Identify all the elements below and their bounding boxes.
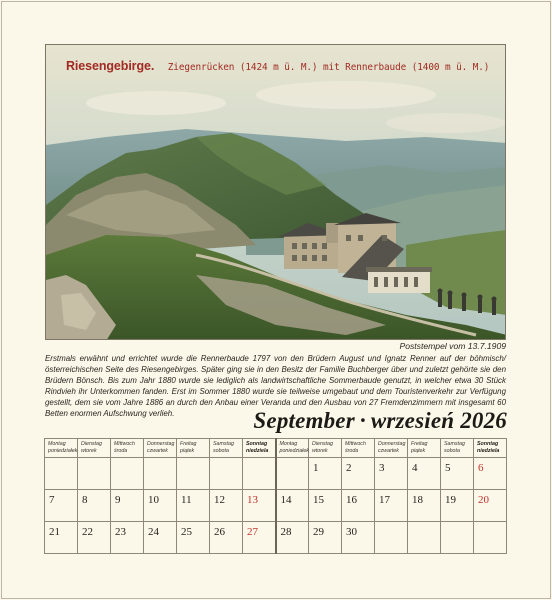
- weekday-header: [408, 439, 441, 458]
- calendar-day-cell: 2: [342, 458, 375, 490]
- weekday-de: Dienstag: [312, 441, 333, 447]
- calendar-day-cell: [441, 522, 474, 554]
- weekday-pl: wtorek: [312, 447, 328, 454]
- calendar-day-cell: [408, 522, 441, 554]
- calendar-day-cell: 14: [276, 490, 309, 522]
- calendar-day-cell: 8: [78, 490, 111, 522]
- calendar-day-cell: 10: [144, 490, 177, 522]
- calendar-day-cell: 25: [177, 522, 210, 554]
- weekday-pl: niedziela: [477, 447, 500, 454]
- calendar-day-cell: 26: [210, 522, 243, 554]
- weekday-pl: piątek: [411, 447, 426, 454]
- weekday-pl: poniedziałek: [48, 447, 78, 454]
- weekday-de: Samstag: [213, 441, 234, 447]
- calendar-day-cell: 22: [78, 522, 111, 554]
- weekday-header: [309, 439, 342, 458]
- weekday-de: Freitag: [411, 441, 428, 447]
- weekday-de: Sonntag: [246, 441, 268, 447]
- calendar-day-cell: [375, 522, 408, 554]
- calendar-day-cell: 29: [309, 522, 342, 554]
- calendar-day-cell: 30: [342, 522, 375, 554]
- calendar-day-cell: 12: [210, 490, 243, 522]
- calendar-day-cell: 28: [276, 522, 309, 554]
- weekday-header: [375, 439, 408, 458]
- calendar-day-cell: [177, 458, 210, 490]
- calendar-day-cell: 17: [375, 490, 408, 522]
- calendar-day-cell: 16: [342, 490, 375, 522]
- calendar-grid: [44, 438, 507, 554]
- calendar-day-cell: 3: [375, 458, 408, 490]
- calendar-day-cell: [111, 458, 144, 490]
- month-polish: wrzesień: [370, 408, 455, 433]
- calendar-day-cell: 15: [309, 490, 342, 522]
- calendar-day-cell: 27: [243, 522, 276, 554]
- month-year: 2026: [460, 408, 507, 433]
- calendar-day-cell: 4: [408, 458, 441, 490]
- calendar-day-cell: [210, 458, 243, 490]
- calendar-day-cell: 23: [111, 522, 144, 554]
- description-text: Erstmals erwähnt und errichtet wurde die Rennerbaude 1797 von den Brüdern August und Ignatz Renner auf der böhmisch/österreichischen Seite des Riesengebirges. Später ging sie in den Besitz der Familie Buchberger über und zuletzt gehörte sie den Brüdern Bönsch. Bis zum Jahr 1880 wurde sie lediglich als landwirtschaftliche Sommerbaude genutzt, in welcher etwa 30 Stück Rindvieh ihr Unterkommen fanden. Erst im Sommer 1880 wurde sie teilweise umgebaut und dem Touristenverkehr zur Verfügung gestellt, dem sie vom Jahre 1886 an durch den Anbau einer Veranda und den Ausbau von 27 Fremdenzimmern mit insgesamt 60 Betten enormen Aufschwung verlieh.: [45, 354, 506, 419]
- calendar-week-row: [45, 458, 507, 490]
- weekday-de: Dienstag: [81, 441, 102, 447]
- weekday-de: Sonntag: [477, 441, 499, 447]
- calendar-day-cell: 19: [441, 490, 474, 522]
- weekday-header-row: [45, 439, 507, 458]
- weekday-pl: wtorek: [81, 447, 97, 454]
- weekday-header: [45, 439, 78, 458]
- calendar-day-cell: 21: [45, 522, 78, 554]
- weekday-header: [210, 439, 243, 458]
- month-german: September: [253, 408, 355, 433]
- calendar-day-cell: 5: [441, 458, 474, 490]
- postcard-image: [45, 44, 506, 340]
- weekday-pl: sobota: [213, 447, 229, 454]
- weekday-pl: niedziela: [246, 447, 269, 454]
- weekday-header: [276, 439, 309, 458]
- weekday-header: [441, 439, 474, 458]
- weekday-de: Montag: [48, 441, 66, 447]
- calendar-week-row: [45, 522, 507, 554]
- calendar-day-cell: 11: [177, 490, 210, 522]
- weekday-header: [474, 439, 507, 458]
- calendar-day-cell: [243, 458, 276, 490]
- calendar-day-cell: [45, 458, 78, 490]
- calendar-week-row: [45, 490, 507, 522]
- calendar-day-cell: [144, 458, 177, 490]
- calendar-body: [45, 458, 507, 554]
- weekday-de: Mittwoch: [345, 441, 366, 447]
- weekday-pl: czwartek: [147, 447, 168, 454]
- weekday-header: [177, 439, 210, 458]
- calendar-day-cell: 9: [111, 490, 144, 522]
- postcard-title: [46, 59, 505, 73]
- month-separator: ·: [359, 408, 366, 433]
- calendar-day-cell: 18: [408, 490, 441, 522]
- calendar-day-cell: 20: [474, 490, 507, 522]
- weekday-pl: piątek: [180, 447, 195, 454]
- weekday-pl: środa: [114, 447, 128, 454]
- postcard-title-sub: Ziegenrücken (1424 m ü. M.) mit Rennerbaude (1400 m ü. M.): [167, 62, 490, 73]
- weekday-header: [78, 439, 111, 458]
- weekday-header: [342, 439, 375, 458]
- weekday-de: Samstag: [444, 441, 465, 447]
- weekday-pl: czwartek: [378, 447, 399, 454]
- postcard-title-main: Riesengebirge.: [66, 59, 155, 73]
- weekday-de: Donnerstag: [147, 441, 175, 447]
- weekday-pl: środa: [345, 447, 359, 454]
- weekday-de: Montag: [279, 441, 298, 447]
- calendar-day-cell: 7: [45, 490, 78, 522]
- weekday-pl: sobota: [444, 447, 460, 454]
- weekday-header: [243, 439, 276, 458]
- calendar-day-cell: 13: [243, 490, 276, 522]
- calendar-day-cell: 24: [144, 522, 177, 554]
- postmark-caption: Poststempel vom 13.7.1909: [399, 341, 506, 351]
- calendar-day-cell: [474, 522, 507, 554]
- weekday-header: [111, 439, 144, 458]
- calendar-day-cell: 1: [309, 458, 342, 490]
- weekday-de: Mittwoch: [114, 441, 135, 447]
- calendar-day-cell: 6: [474, 458, 507, 490]
- calendar-day-cell: [276, 458, 309, 490]
- weekday-pl: poniedziałek: [279, 447, 309, 454]
- weekday-de: Donnerstag: [378, 441, 406, 447]
- calendar-day-cell: [78, 458, 111, 490]
- weekday-header: [144, 439, 177, 458]
- mountain-landscape-illustration: [46, 45, 506, 340]
- weekday-de: Freitag: [180, 441, 197, 447]
- month-title: [253, 408, 507, 434]
